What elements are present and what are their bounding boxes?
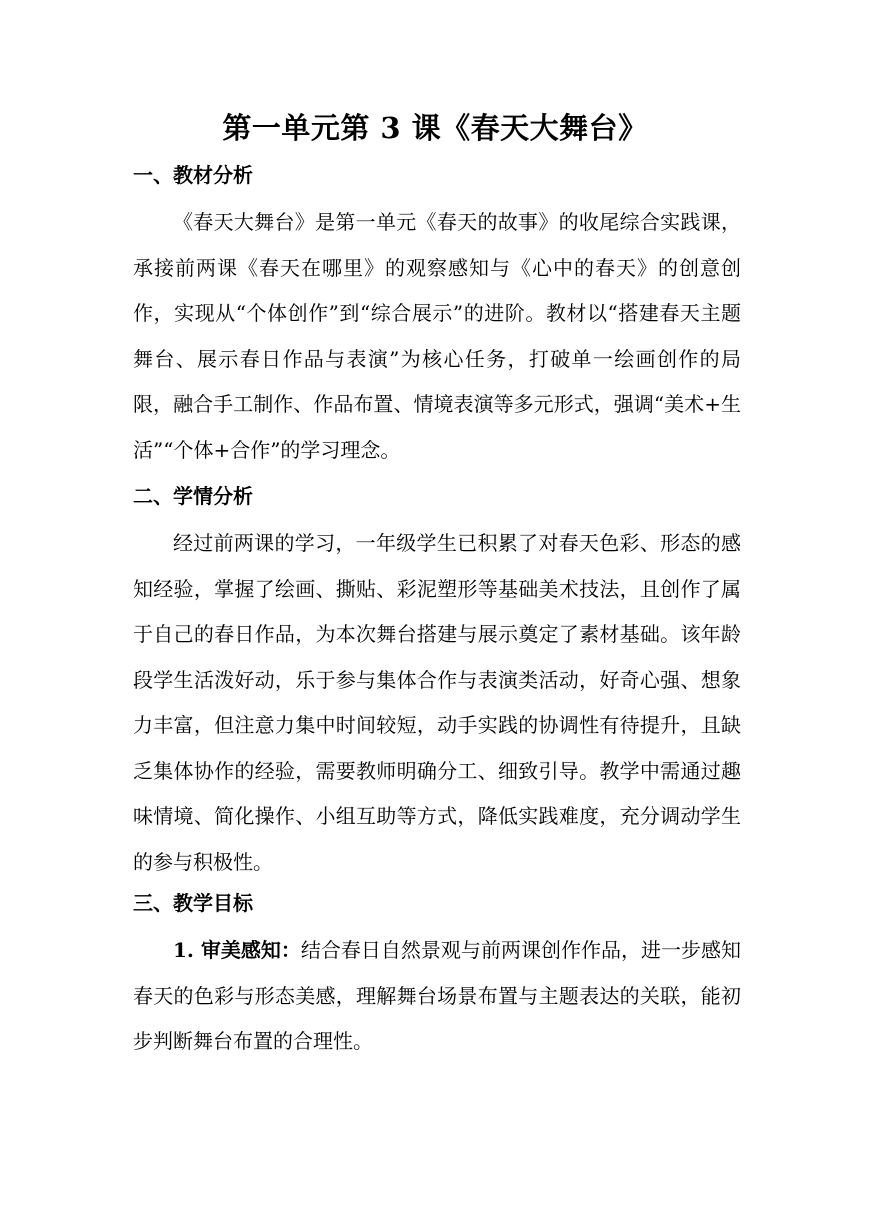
objective-item-lead: 1. 审美感知： (173, 938, 301, 962)
section-heading-student-analysis: 二、学情分析 (133, 484, 253, 508)
section-paragraph-textbook-analysis: 《春天大舞台》是第一单元《春天的故事》的收尾综合实践课，承接前两课《春天在哪里》的观察感知与《心中的春天》的创意创作，实现从“个体创作”到“综合展示”的进阶。教材以“搭建春天主题舞台、展示春日作品与表演”为核心任务，打破单一绘画创作的局限，融合手工制作、作品布置、情境表演等多元形式，强调“美术+生活”“个体+合作”的学习理念。 (133, 210, 741, 462)
section-paragraph-student-analysis: 经过前两课的学习，一年级学生已积累了对春天色彩、形态的感知经验，掌握了绘画、撕贴、彩泥塑形等基础美术技法，且创作了属于自己的春日作品，为本次舞台搭建与展示奠定了素材基础。该年龄段学生活泼好动，乐于参与集体合作与表演类活动，好奇心强、想象力丰富，但注意力集中时间较短，动手实践的协调性有待提升，且缺乏集体协作的经验，需要教师明确分工、细致引导。教学中需通过趣味情境、简化操作、小组互助等方式，降低实践难度，充分调动学生的参与积极性。 (133, 531, 741, 874)
objective-item-text: 结合春日自然景观与前两课创作作品，进一步感知春天的色彩与形态美感，理解舞台场景布置与主题表达的关联，能初步判断舞台布置的合理性。 (133, 938, 742, 1053)
objective-item-aesthetic-perception (133, 928, 741, 1065)
section-heading-teaching-objectives: 三、教学目标 (133, 891, 253, 915)
document-title: 第一单元第 3 课《春天大舞台》 (222, 111, 648, 145)
section-heading-textbook-analysis: 一、教材分析 (133, 163, 253, 187)
